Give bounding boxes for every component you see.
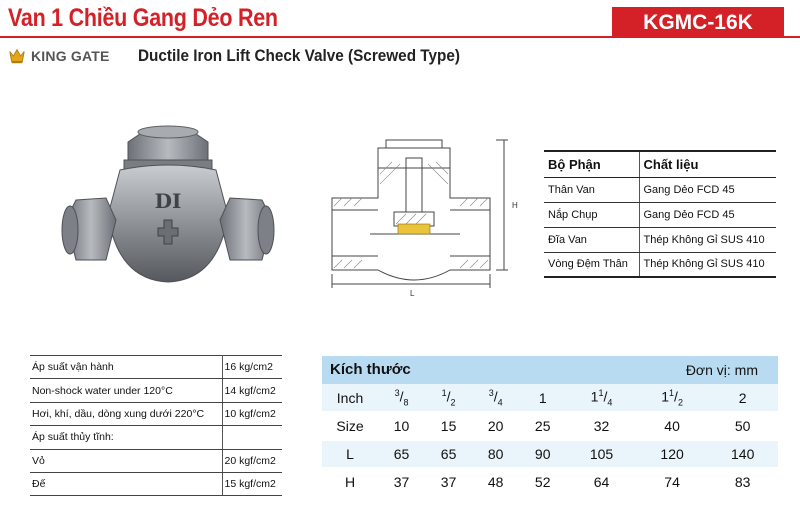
height-cell: 37 <box>425 468 472 496</box>
model-badge: KGMC-16K <box>612 7 784 38</box>
size-cell: 25 <box>519 412 566 440</box>
table-row <box>30 472 282 495</box>
inch-cell: $^3/_4$ <box>472 384 519 412</box>
pressure-value: 14 kgf/cm2 <box>222 379 282 402</box>
pressure-condition: Áp suất vận hành <box>30 356 222 379</box>
parts-table <box>544 150 776 278</box>
table-row <box>544 177 776 202</box>
part-name: Thân Van <box>544 177 639 202</box>
table-row <box>30 402 282 425</box>
size-cell: 15 <box>425 412 472 440</box>
row-label: L <box>322 440 378 468</box>
part-material: Thép Không Gỉ SUS 410 <box>639 252 776 277</box>
inch-row <box>322 384 778 412</box>
height-cell: 64 <box>566 468 637 496</box>
pressure-table <box>30 355 282 496</box>
pressure-condition: Non-shock water under 120°C <box>30 379 222 402</box>
length-cell: 65 <box>425 440 472 468</box>
brand-name: KING GATE <box>31 48 110 64</box>
dimensions-label: Kích thước <box>330 361 411 378</box>
dimensions-table <box>322 384 778 497</box>
length-label: L <box>410 289 415 298</box>
length-cell: 80 <box>472 440 519 468</box>
part-name: Đĩa Van <box>544 227 639 252</box>
height-cell: 52 <box>519 468 566 496</box>
size-cell: 20 <box>472 412 519 440</box>
product-subtitle: Ductile Iron Lift Check Valve (Screwed Type) <box>138 46 460 65</box>
parts-header-material: Chất liệu <box>639 151 776 177</box>
brand-logo <box>8 44 110 68</box>
height-label: H <box>512 201 518 210</box>
pressure-condition: Hơi, khí, dầu, dòng xung dưới 220°C <box>30 402 222 425</box>
inch-cell: $^1/_2$ <box>425 384 472 412</box>
pressure-value: 16 kg/cm2 <box>222 356 282 379</box>
length-cell: 120 <box>637 440 708 468</box>
parts-header-row <box>544 151 776 177</box>
part-material: Gang Dẻo FCD 45 <box>639 177 776 202</box>
inch-cell: $^3/_8$ <box>378 384 425 412</box>
dimensions-unit: Đơn vị: mm <box>685 362 758 378</box>
valve-photo <box>58 120 278 300</box>
table-row <box>544 227 776 252</box>
header-rule <box>0 36 800 38</box>
height-cell: 83 <box>707 468 778 496</box>
length-cell: 105 <box>566 440 637 468</box>
pressure-value: 15 kgf/cm2 <box>222 472 282 495</box>
table-row <box>30 426 282 449</box>
inch-cell: $1^1/_4$ <box>566 384 637 412</box>
length-cell: 140 <box>707 440 778 468</box>
table-row <box>544 252 776 277</box>
page-title: Van 1 Chiều Gang Dẻo Ren <box>8 4 278 32</box>
table-row <box>544 202 776 227</box>
part-material: Gang Dẻo FCD 45 <box>639 202 776 227</box>
table-row <box>30 379 282 402</box>
height-cell: 37 <box>378 468 425 496</box>
parts-header-part: Bộ Phận <box>544 151 639 177</box>
pressure-value: 10 kgf/cm2 <box>222 402 282 425</box>
part-material: Thép Không Gỉ SUS 410 <box>639 227 776 252</box>
valve-drawing <box>320 128 520 306</box>
inch-cell: 2 <box>707 384 778 412</box>
row-label: Inch <box>322 384 378 412</box>
inch-cell: 1 <box>519 384 566 412</box>
table-row <box>30 356 282 379</box>
height-cell: 74 <box>637 468 708 496</box>
size-cell: 10 <box>378 412 425 440</box>
part-name: Vòng Đệm Thân <box>544 252 639 277</box>
dimensions-header <box>322 356 778 384</box>
row-label: H <box>322 468 378 496</box>
table-row <box>30 449 282 472</box>
length-cell: 90 <box>519 440 566 468</box>
pressure-condition: Vỏ <box>30 449 222 472</box>
pressure-value: 20 kgf/cm2 <box>222 449 282 472</box>
pressure-condition: Áp suất thủy tĩnh: <box>30 426 222 449</box>
height-cell: 48 <box>472 468 519 496</box>
row-label: Size <box>322 412 378 440</box>
inch-cell: $1^1/_2$ <box>637 384 708 412</box>
pressure-condition: Đế <box>30 472 222 495</box>
size-row <box>322 412 778 440</box>
part-name: Nắp Chụp <box>544 202 639 227</box>
length-cell: 65 <box>378 440 425 468</box>
length-row <box>322 440 778 468</box>
size-cell: 32 <box>566 412 637 440</box>
casting-mark: DI <box>154 189 182 213</box>
height-row <box>322 468 778 496</box>
crown-icon <box>8 47 26 65</box>
pressure-value <box>222 426 282 449</box>
size-cell: 40 <box>637 412 708 440</box>
size-cell: 50 <box>707 412 778 440</box>
